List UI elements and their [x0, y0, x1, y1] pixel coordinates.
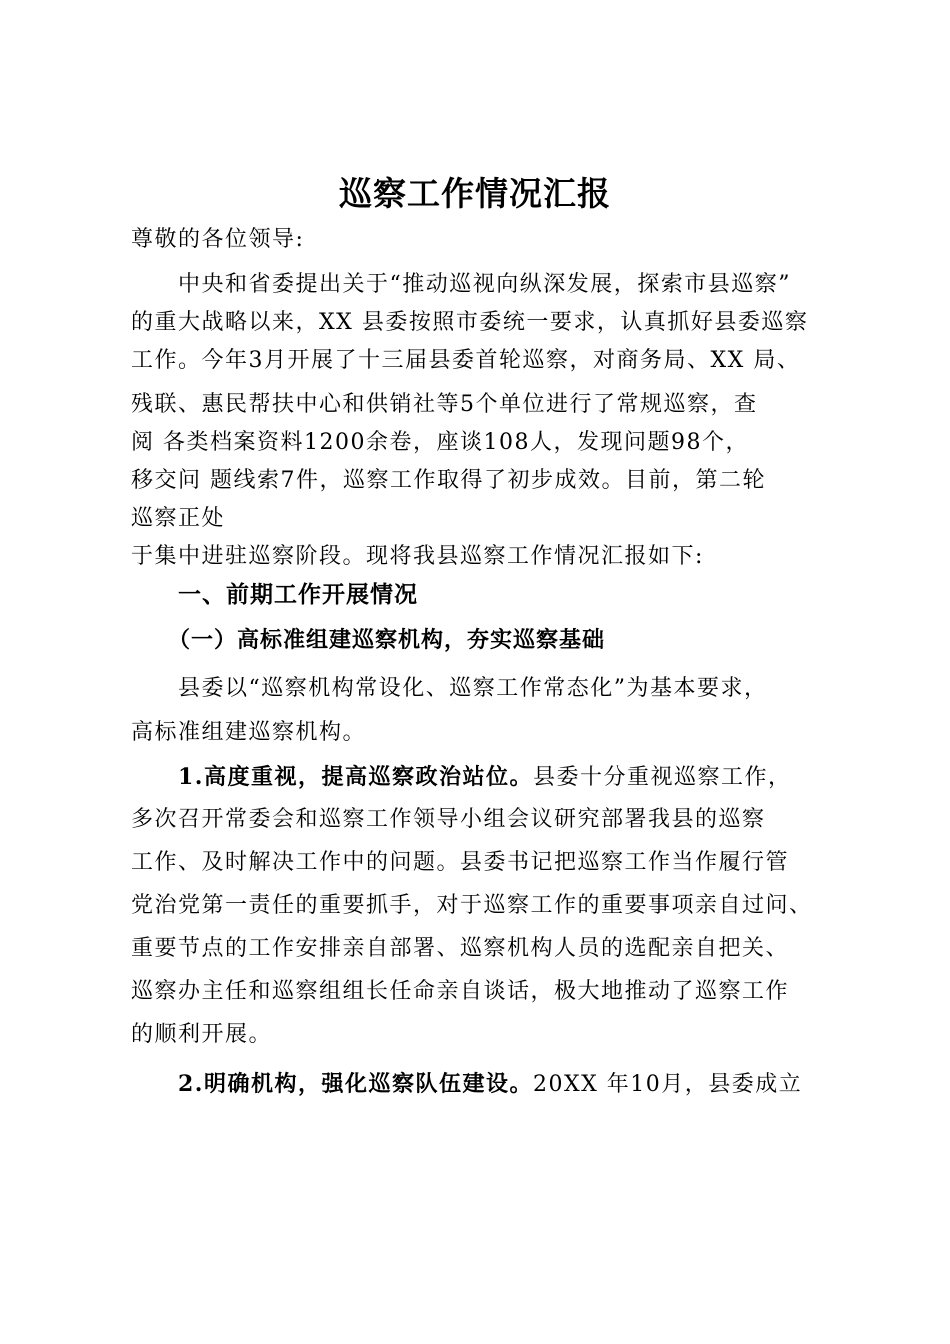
paragraph-line: 移交问 题线索7件，巡察工作取得了初步成效。目前，第二轮 — [131, 468, 766, 493]
paragraph-line: 于集中进驻巡察阶段。现将我县巡察工作情况汇报如下: — [131, 544, 704, 569]
paragraph-line: 高标准组建巡察机构。 — [131, 720, 367, 745]
paragraph-line: 阅 各类档案资料1200余卷，座谈108人，发现问题98个， — [131, 430, 749, 455]
paragraph-line: 的顺利开展。 — [131, 1022, 273, 1047]
point-line — [178, 1067, 802, 1102]
paragraph-line: 多次召开常委会和巡察工作领导小组会议研究部署我县的巡察 — [131, 807, 766, 832]
section-heading: 一、前期工作开展情况 — [178, 582, 418, 608]
salutation: 尊敬的各位领导: — [131, 227, 305, 252]
paragraph-line: 重要节点的工作安排亲自部署、巡察机构人员的选配亲自把关、 — [131, 936, 790, 961]
paragraph-line: 工作。今年3月开展了十三届县委首轮巡察，对商务局、XX 局、 — [131, 348, 801, 373]
paragraph-line: 工作、及时解决工作中的问题。县委书记把巡察工作当作履行管 — [131, 850, 790, 875]
point-heading: 2.明确机构，强化巡察队伍建设。 — [178, 1071, 533, 1097]
paragraph-line: 的重大战略以来，XX 县委按照市委统一要求，认真抓好县委巡察 — [131, 310, 809, 335]
paragraph-line: 县委以“巡察机构常设化、巡察工作常态化”为基本要求， — [178, 676, 768, 701]
document-title: 巡察工作情况汇报 — [339, 174, 611, 213]
point-text: 20XX 年10月，县委成立 — [532, 1072, 803, 1097]
paragraph-line: 中央和省委提出关于“推动巡视向纵深发展，探索市县巡察” — [178, 272, 791, 297]
subsection-heading: （一）高标准组建巡察机构，夯实巡察基础 — [168, 627, 606, 653]
paragraph-line: 巡察正处 — [131, 506, 226, 531]
point-text: 县委十分重视巡察工作， — [532, 765, 792, 790]
paragraph-line: 残联、惠民帮扶中心和供销社等5个单位进行了常规巡察，查 — [131, 392, 758, 417]
paragraph-line: 巡察办主任和巡察组组长任命亲自谈话，极大地推动了巡察工作 — [131, 979, 790, 1004]
point-heading: 1.高度重视，提高巡察政治站位。 — [178, 764, 533, 790]
paragraph-line: 党治党第一责任的重要抓手，对于巡察工作的重要事项亲自过问、 — [131, 893, 813, 918]
point-line — [178, 760, 791, 795]
